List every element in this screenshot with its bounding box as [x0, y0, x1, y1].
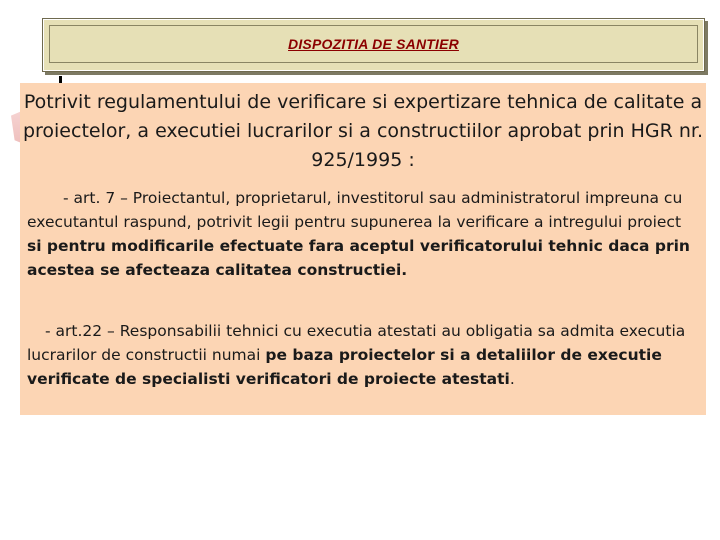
title-banner: [42, 18, 705, 72]
regulation-heading: Potrivit regulamentului de verificare si expertizare tehnica de calitate a proiectelor, a executiei lucrarilor si a constructiilor aprobat prin HGR nr. 925/1995 :: [22, 91, 704, 171]
article-22-text: Responsabilii tehnici cu executia atestati au obligatia sa admita executia lucrarilor de constructii numai: [27, 322, 686, 364]
article-22-paragraph: [27, 319, 699, 391]
slide-title: DISPOZITIA DE SANTIER: [288, 36, 459, 52]
title-inner-frame: [49, 25, 698, 63]
article-22-prefix: - art.22 –: [45, 322, 120, 340]
article-22-tail: .: [509, 370, 515, 388]
article-22-bold-text: pe baza proiectelor si a detaliilor de executie verificate de specialisti verificatori de proiecte atestati: [27, 346, 662, 388]
article-7-prefix: - art. 7 –: [63, 189, 133, 207]
article-7-text: Proiectantul, proprietarul, investitorul sau administratorul impreuna cu executantul raspund, potrivit legii pentru supunerea la verificare a intregului proiect: [27, 189, 683, 231]
article-7-bold-text: si pentru modificarile efectuate fara aceptul verificatorului tehnic daca prin acestea se afecteaza calitatea constructiei.: [27, 237, 690, 279]
article-7-paragraph: [27, 186, 699, 282]
